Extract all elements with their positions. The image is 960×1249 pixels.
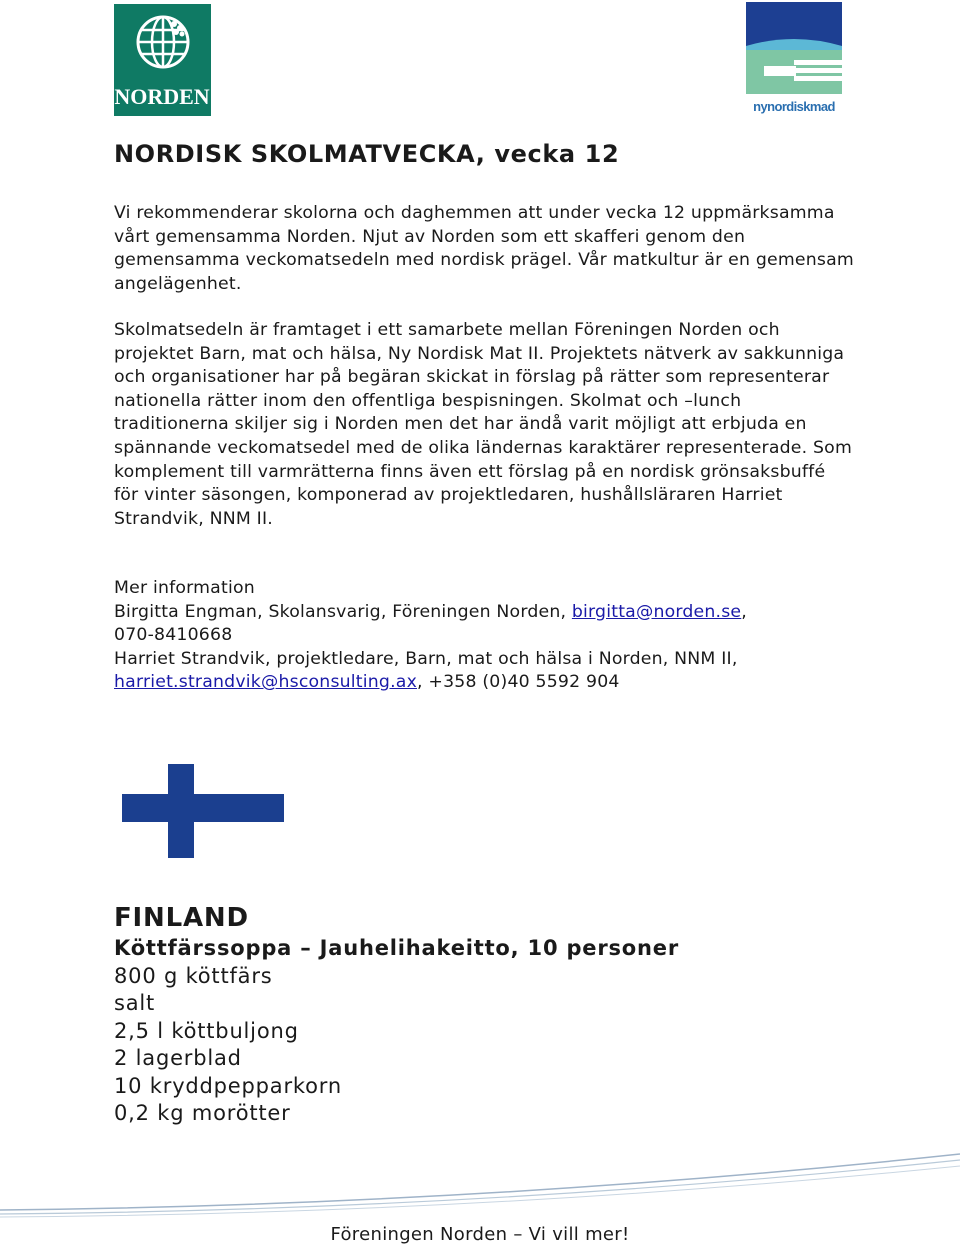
finland-flag-icon [122,764,284,858]
contact-phone-1: 070-8410668 [114,625,233,646]
intro-paragraph: Vi rekommenderar skolorna och daghemmen att under vecka 12 uppmärksamma vårt gemensamma Norden. Njut av Norden som ett skafferi genom den gemensamma veckomatsedeln med nordisk prägel. Vår matkultur är en gemensam angelägenhet. [114,203,854,294]
ingredient-item: 2,5 l köttbuljong [114,1018,299,1043]
contact-person-2: Harriet Strandvik, projektledare, Barn, mat och hälsa i Norden, NNM II, [114,648,738,669]
ingredient-list [114,963,342,1127]
footer-slogan: Föreningen Norden – Vi vill mer! [330,1224,630,1245]
ingredient-item: 10 kryddpepparkorn [114,1073,342,1098]
body-paragraph: Skolmatsedeln är framtaget i ett samarbete mellan Föreningen Norden och projektet Barn, mat och hälsa, Ny Nordisk Mat II. Projektets nätverk av sakkunniga och organisationer har på begäran skickat in förslag på rätter som representerar nationella rätter inom den offentliga bespisningen. Skolmat och –lunch traditionerna skiljer sig i Norden men det har ändå varit möjligt att erbjuda en spännande veckomatsedel med de olika ländernas karaktärer representerade. Som komplement till varmrätterna finns även ett förslag på en nordisk grönsaksbuffé för vinter säsongen, komponerad av projektledaren, hushållsläraren Harriet Strandvik, NNM II. [114,320,852,529]
ingredient-item: 800 g köttfärs [114,964,273,988]
recipe-title: Köttfärssoppa – Jauhelihakeitto, 10 personer [114,936,679,960]
norden-logo-text: NORDEN [114,84,210,109]
contact-separator: , [741,601,747,622]
ingredient-item: salt [114,991,156,1016]
ingredient-item: 2 lagerblad [114,1046,242,1071]
document-title: NORDISK SKOLMATVECKA, vecka 12 [114,140,620,168]
contact-phone-2: , +358 (0)40 5592 904 [417,672,620,693]
country-heading: FINLAND [114,903,249,933]
email-link-birgitta[interactable]: birgitta@norden.se [571,601,742,622]
ingredient-item: 0,2 kg morötter [114,1101,291,1126]
contact-line-4 [114,671,854,695]
nynordiskmad-logo-text: nynordiskmad [753,99,835,114]
contact-person-1: Birgitta Engman, Skolansvarig, Föreningen Norden, [114,601,572,622]
email-link-harriet[interactable]: harriet.strandvik@hsconsulting.ax [114,672,418,693]
contact-heading: Mer information [114,578,255,598]
contact-line-1 [114,601,854,625]
nynordiskmad-logo [744,2,844,120]
contact-info [114,577,854,695]
norden-logo [114,4,211,116]
footer-wave-divider [0,1150,960,1220]
globe-icon [138,17,188,67]
